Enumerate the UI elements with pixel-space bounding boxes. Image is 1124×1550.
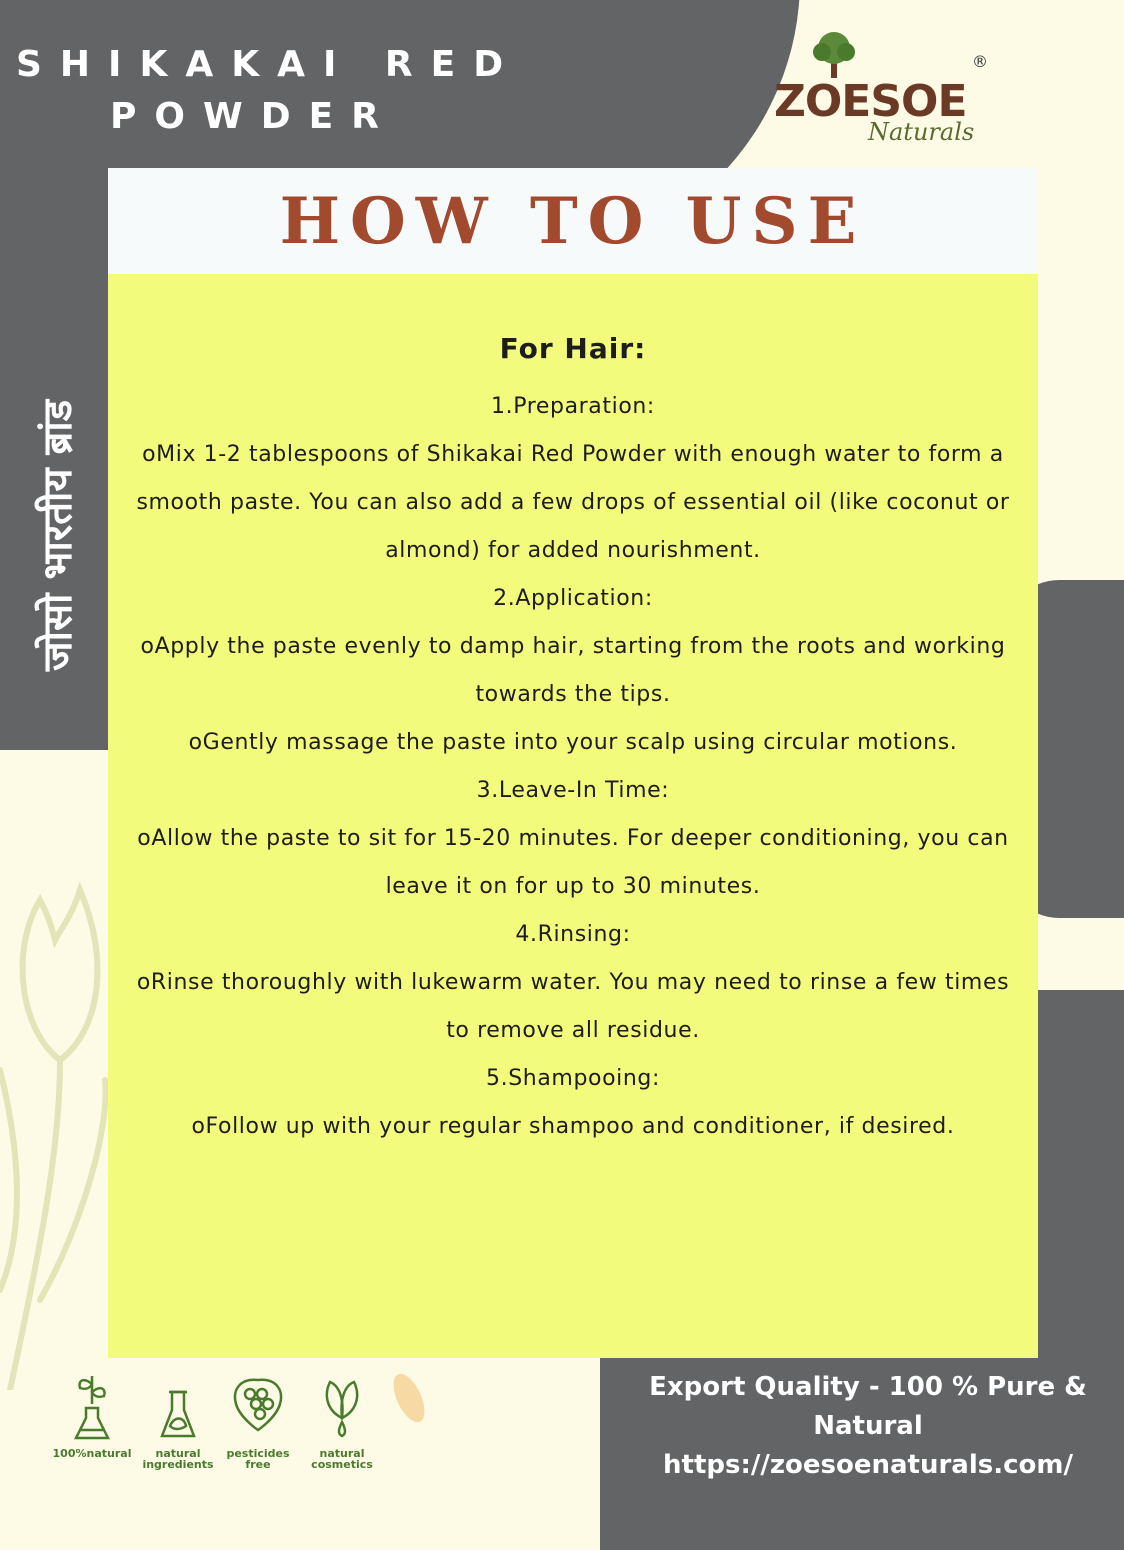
vertical-tagline: जोसो भारतीय ब्रांड	[35, 399, 81, 671]
badge-label: cosmetics	[311, 1458, 373, 1471]
step-heading: 2.Application:	[493, 586, 653, 611]
badge-pesticides-free	[216, 1370, 300, 1470]
brand-subtitle: Naturals	[868, 118, 975, 146]
badge-label: ingredients	[142, 1458, 214, 1471]
product-title-line-1: SHIKAKAI RED	[16, 44, 522, 85]
how-to-use-heading: HOW TO USE	[279, 183, 867, 259]
step-text: oRinse thoroughly with lukewarm water. You may need to rinse a few times to remove all residue.	[136, 970, 1010, 1043]
step-text: oAllow the paste to sit for 15-20 minutes. For deeper conditioning, you can leave it on for up to 30 minutes.	[137, 826, 1009, 899]
step-text: oMix 1-2 tablespoons of Shikakai Red Powder with enough water to form a smooth paste. You can also add a few drops of essential oil (like coconut or almond) for added nourishment.	[136, 442, 1010, 563]
footer-info	[648, 1368, 1088, 1485]
step-heading: 1.Preparation:	[491, 394, 655, 419]
seed-shape-icon	[388, 1370, 430, 1426]
badge-label: pesticides	[226, 1447, 290, 1460]
step-text: oApply the paste evenly to damp hair, starting from the roots and working towards the tips.	[140, 634, 1006, 707]
tree-icon	[808, 30, 860, 82]
product-title-line-2: POWDER	[110, 96, 397, 137]
step-heading: 5.Shampooing:	[486, 1066, 660, 1091]
website-url[interactable]: https://zoesoenaturals.com/	[663, 1450, 1073, 1480]
registered-mark: ®	[972, 52, 988, 71]
brand-logo	[760, 30, 1000, 160]
step-heading: 3.Leave-In Time:	[476, 778, 670, 803]
flask-leaf-icon	[158, 1370, 198, 1444]
badge-label: natural	[319, 1447, 365, 1460]
badge-label: 100%natural	[52, 1447, 132, 1460]
quality-statement-line-2: Natural	[813, 1411, 923, 1441]
step-text: oFollow up with your regular shampoo and conditioner, if desired.	[191, 1114, 955, 1139]
badge-100-natural	[50, 1370, 134, 1459]
grapes-icon	[230, 1370, 286, 1444]
instructions-panel	[108, 274, 1038, 1358]
quality-statement-line-1: Export Quality - 100 % Pure &	[649, 1372, 1087, 1402]
badge-natural-cosmetics	[300, 1370, 384, 1470]
step-text: oGently massage the paste into your scalp using circular motions.	[188, 730, 958, 755]
feature-badges	[50, 1370, 390, 1470]
how-to-use-header	[108, 168, 1038, 274]
step-heading: 4.Rinsing:	[515, 922, 631, 947]
badge-label: natural	[155, 1447, 201, 1460]
badge-natural-ingredients	[136, 1370, 220, 1470]
badge-label: free	[245, 1458, 271, 1471]
leaf-drop-icon	[320, 1370, 364, 1444]
section-title: For Hair:	[499, 332, 647, 365]
flask-plant-icon	[72, 1370, 112, 1444]
brand-name: ZOESOE	[774, 76, 967, 127]
instructions-content	[108, 332, 1038, 1151]
